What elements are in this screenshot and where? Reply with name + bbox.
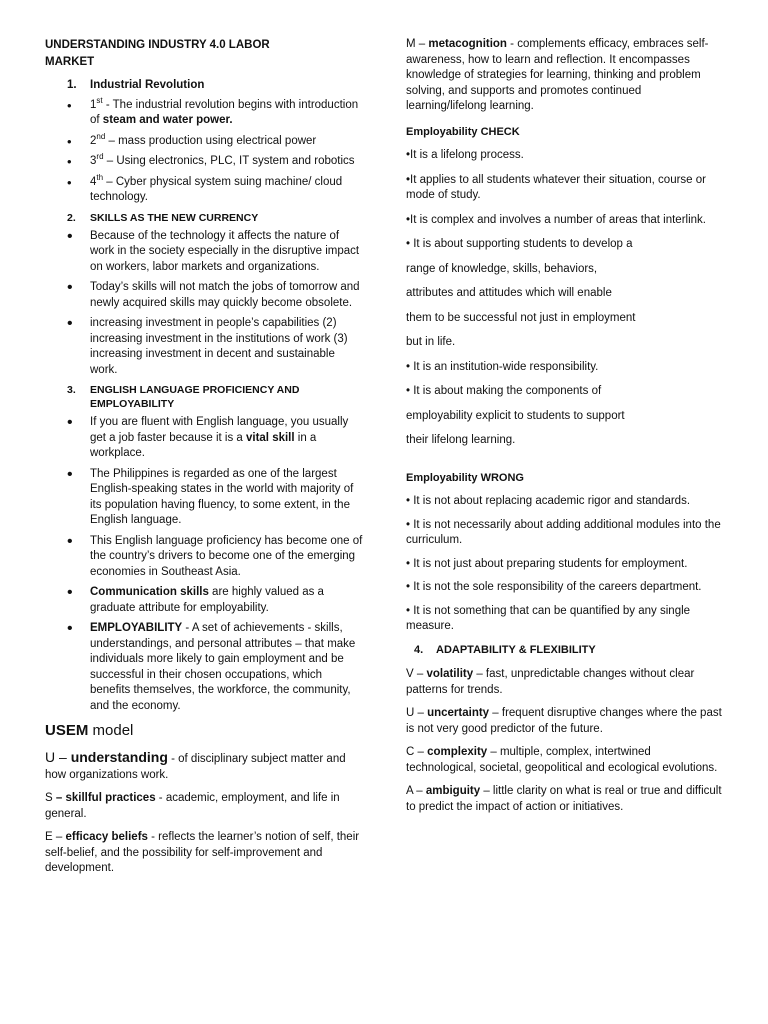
check-item: range of knowledge, skills, behaviors, — [406, 262, 598, 275]
item-text: If you are fluent with English language, you usually get a job faster because it is a — [90, 416, 349, 444]
section-number: 1. — [67, 79, 77, 91]
usem-m — [406, 37, 724, 115]
check-item: •It is complex and involves a number of areas that interlink. — [406, 213, 706, 226]
list-item — [45, 95, 363, 129]
section-number: 4. — [414, 643, 424, 656]
vuca-term: complexity — [427, 746, 488, 758]
ordinal: 2 — [90, 134, 97, 147]
ordinal-suffix: th — [96, 172, 104, 182]
ordinal-suffix: st — [96, 95, 103, 105]
check-item: •It applies to all students whatever their situation, course or mode of study. — [406, 173, 706, 201]
vuca-letter: U – — [406, 707, 428, 719]
item-text: – Cyber physical system suing machine/ cloud technology. — [90, 175, 343, 203]
section-english — [45, 383, 363, 411]
vuca-text: – frequent disruptive changes where the past is not very good predictor of the future. — [406, 707, 722, 735]
check-item: • It is about making the components of — [406, 385, 602, 397]
list-item: • The Philippines is regarded as one of the largest English-speaking states in the world with majority of its population having fluency, to some extent, in the English language. — [45, 467, 363, 529]
check-item: employability explicit to students to support — [406, 409, 625, 422]
usem-text: - of disciplinary subject matter and how organizations work. — [45, 753, 346, 781]
section-title: SKILLS AS THE NEW CURRENCY — [90, 211, 259, 224]
check-item: •It is a lifelong process. — [406, 149, 524, 161]
section-title: Industrial Revolution — [90, 79, 205, 91]
item-bold: steam and water power. — [102, 114, 233, 126]
list-item: • This English language proficiency has become one of the country’s drivers to become one of the emerging economies in Southeast Asia. — [45, 534, 363, 581]
item-tail: in a workplace. — [90, 431, 317, 459]
title-line-1: UNDERSTANDING INDUSTRY 4.0 LABOR — [45, 39, 270, 51]
item-text: are highly valued as a graduate attribute for employability. — [90, 586, 324, 614]
ordinal-suffix: rd — [96, 152, 104, 162]
usem-term: understanding — [70, 749, 168, 765]
right-column — [406, 37, 724, 823]
item-text: - A set of achievements - skills, understandings, and personal attributes – that make individuals more likely to gain employment and be successful in their chosen occupations, which benefits themselves, the workforce, the community, and the economy. — [90, 622, 356, 712]
usem-heading-text: model — [88, 722, 134, 739]
left-column — [45, 37, 363, 885]
section-title: ADAPTABILITY & FLEXIBILITY — [436, 643, 596, 656]
item-bold: vital skill — [245, 431, 295, 444]
section-number: 3. — [67, 384, 76, 396]
vuca-text: – multiple, complex, intertwined technological, societal, geopolitical and ecological evolutions. — [406, 746, 718, 774]
vuca-v — [406, 667, 724, 698]
list-item: • Today’s skills will not match the jobs of tomorrow and newly acquired skills may quickly become obsolete. — [45, 280, 363, 311]
section-title: ENGLISH LANGUAGE PROFICIENCY AND EMPLOYABILITY — [90, 384, 300, 410]
usem-text: - complements efficacy, embraces self-awareness, how to learn and reflection. It encompasses knowledge of strategies for learning, thinking and problem solving, and supports and promotes continued learning/lifelong learning. — [406, 38, 709, 112]
usem-letter: E – — [45, 831, 66, 843]
check-item: • It is about supporting students to develop a — [406, 238, 633, 250]
vuca-term: uncertainty — [427, 707, 490, 719]
usem-heading-bold: USEM — [45, 722, 89, 739]
list-item — [45, 585, 363, 616]
usem-term: efficacy beliefs — [65, 831, 148, 843]
usem-heading — [45, 722, 363, 740]
english-list — [45, 415, 363, 714]
skills-list — [45, 229, 363, 379]
list-item — [45, 621, 363, 714]
usem-text: - academic, employment, and life in general. — [45, 792, 340, 820]
vuca-letter: A – — [406, 785, 426, 797]
wrong-item: • It is not necessarily about adding additional modules into the curriculum. — [406, 518, 721, 546]
list-item — [45, 154, 363, 170]
check-item: • It is an institution-wide responsibility. — [406, 360, 599, 373]
vuca-a — [406, 784, 724, 815]
document-title — [45, 37, 363, 70]
ordinal-suffix: nd — [96, 131, 106, 141]
vuca-term: volatility — [426, 668, 474, 680]
check-heading: Employability CHECK — [406, 125, 520, 138]
list-item — [45, 415, 363, 462]
wrong-item: • It is not just about preparing students for employment. — [406, 557, 688, 570]
ordinal: 3 — [90, 155, 97, 167]
vuca-letter: V – — [406, 668, 427, 680]
vuca-u — [406, 706, 724, 737]
wrong-item: • It is not about replacing academic rigor and standards. — [406, 495, 691, 507]
item-bold: Communication skills — [90, 586, 209, 598]
usem-letter: M – — [406, 38, 429, 50]
title-line-2: MARKET — [45, 55, 95, 68]
section-number: 2. — [67, 211, 76, 224]
usem-s — [45, 791, 363, 822]
section-skills — [45, 211, 363, 225]
usem-term: metacognition — [428, 38, 507, 50]
ordinal: 1 — [90, 98, 97, 111]
usem-u — [45, 750, 363, 783]
usem-term: – skillful practices — [55, 792, 156, 804]
section-adaptability — [406, 643, 724, 659]
wrong-item: • It is not something that can be quantified by any single measure. — [406, 604, 691, 632]
list-item — [45, 131, 363, 150]
usem-text: - reflects the learner’s notion of self, their self-belief, and the possibility for self-improvement and development. — [45, 831, 360, 874]
check-item: attributes and attitudes which will enable — [406, 287, 612, 299]
usem-letter: U – — [45, 749, 71, 765]
item-text: – mass production using electrical power — [105, 134, 317, 147]
check-item: but in life. — [406, 336, 456, 348]
item-text: - The industrial revolution begins with introduction of — [90, 98, 359, 126]
vuca-term: ambiguity — [425, 785, 481, 797]
revolution-list — [45, 95, 363, 206]
usem-e — [45, 830, 363, 877]
list-item: • increasing investment in people’s capabilities (2) increasing investment in the institutions of work (3) increasing investment in decent and sustainable work. — [45, 316, 363, 378]
vuca-letter: C – — [406, 746, 428, 758]
check-item: their lifelong learning. — [406, 434, 516, 446]
item-text: – Using electronics, PLC, IT system and robotics — [103, 155, 355, 167]
wrong-item: • It is not the sole responsibility of the careers department. — [406, 581, 702, 593]
wrong-heading: Employability WRONG — [406, 471, 524, 484]
vuca-text: – little clarity on what is real or true and difficult to predict the impact of action or initiatives. — [406, 785, 722, 813]
section-industrial-revolution — [45, 78, 363, 94]
vuca-text: – fast, unpredictable changes without clear patterns for trends. — [406, 668, 695, 696]
vuca-c — [406, 745, 724, 776]
ordinal: 4 — [90, 175, 97, 188]
list-item: • Because of the technology it affects the nature of work in the society especially in the disruptive impact on workers, labor markets and organizations. — [45, 229, 363, 276]
check-item: them to be successful not just in employment — [406, 311, 636, 324]
item-bold: EMPLOYABILITY — [90, 622, 183, 634]
usem-letter: S — [45, 792, 56, 804]
list-item — [45, 172, 363, 206]
